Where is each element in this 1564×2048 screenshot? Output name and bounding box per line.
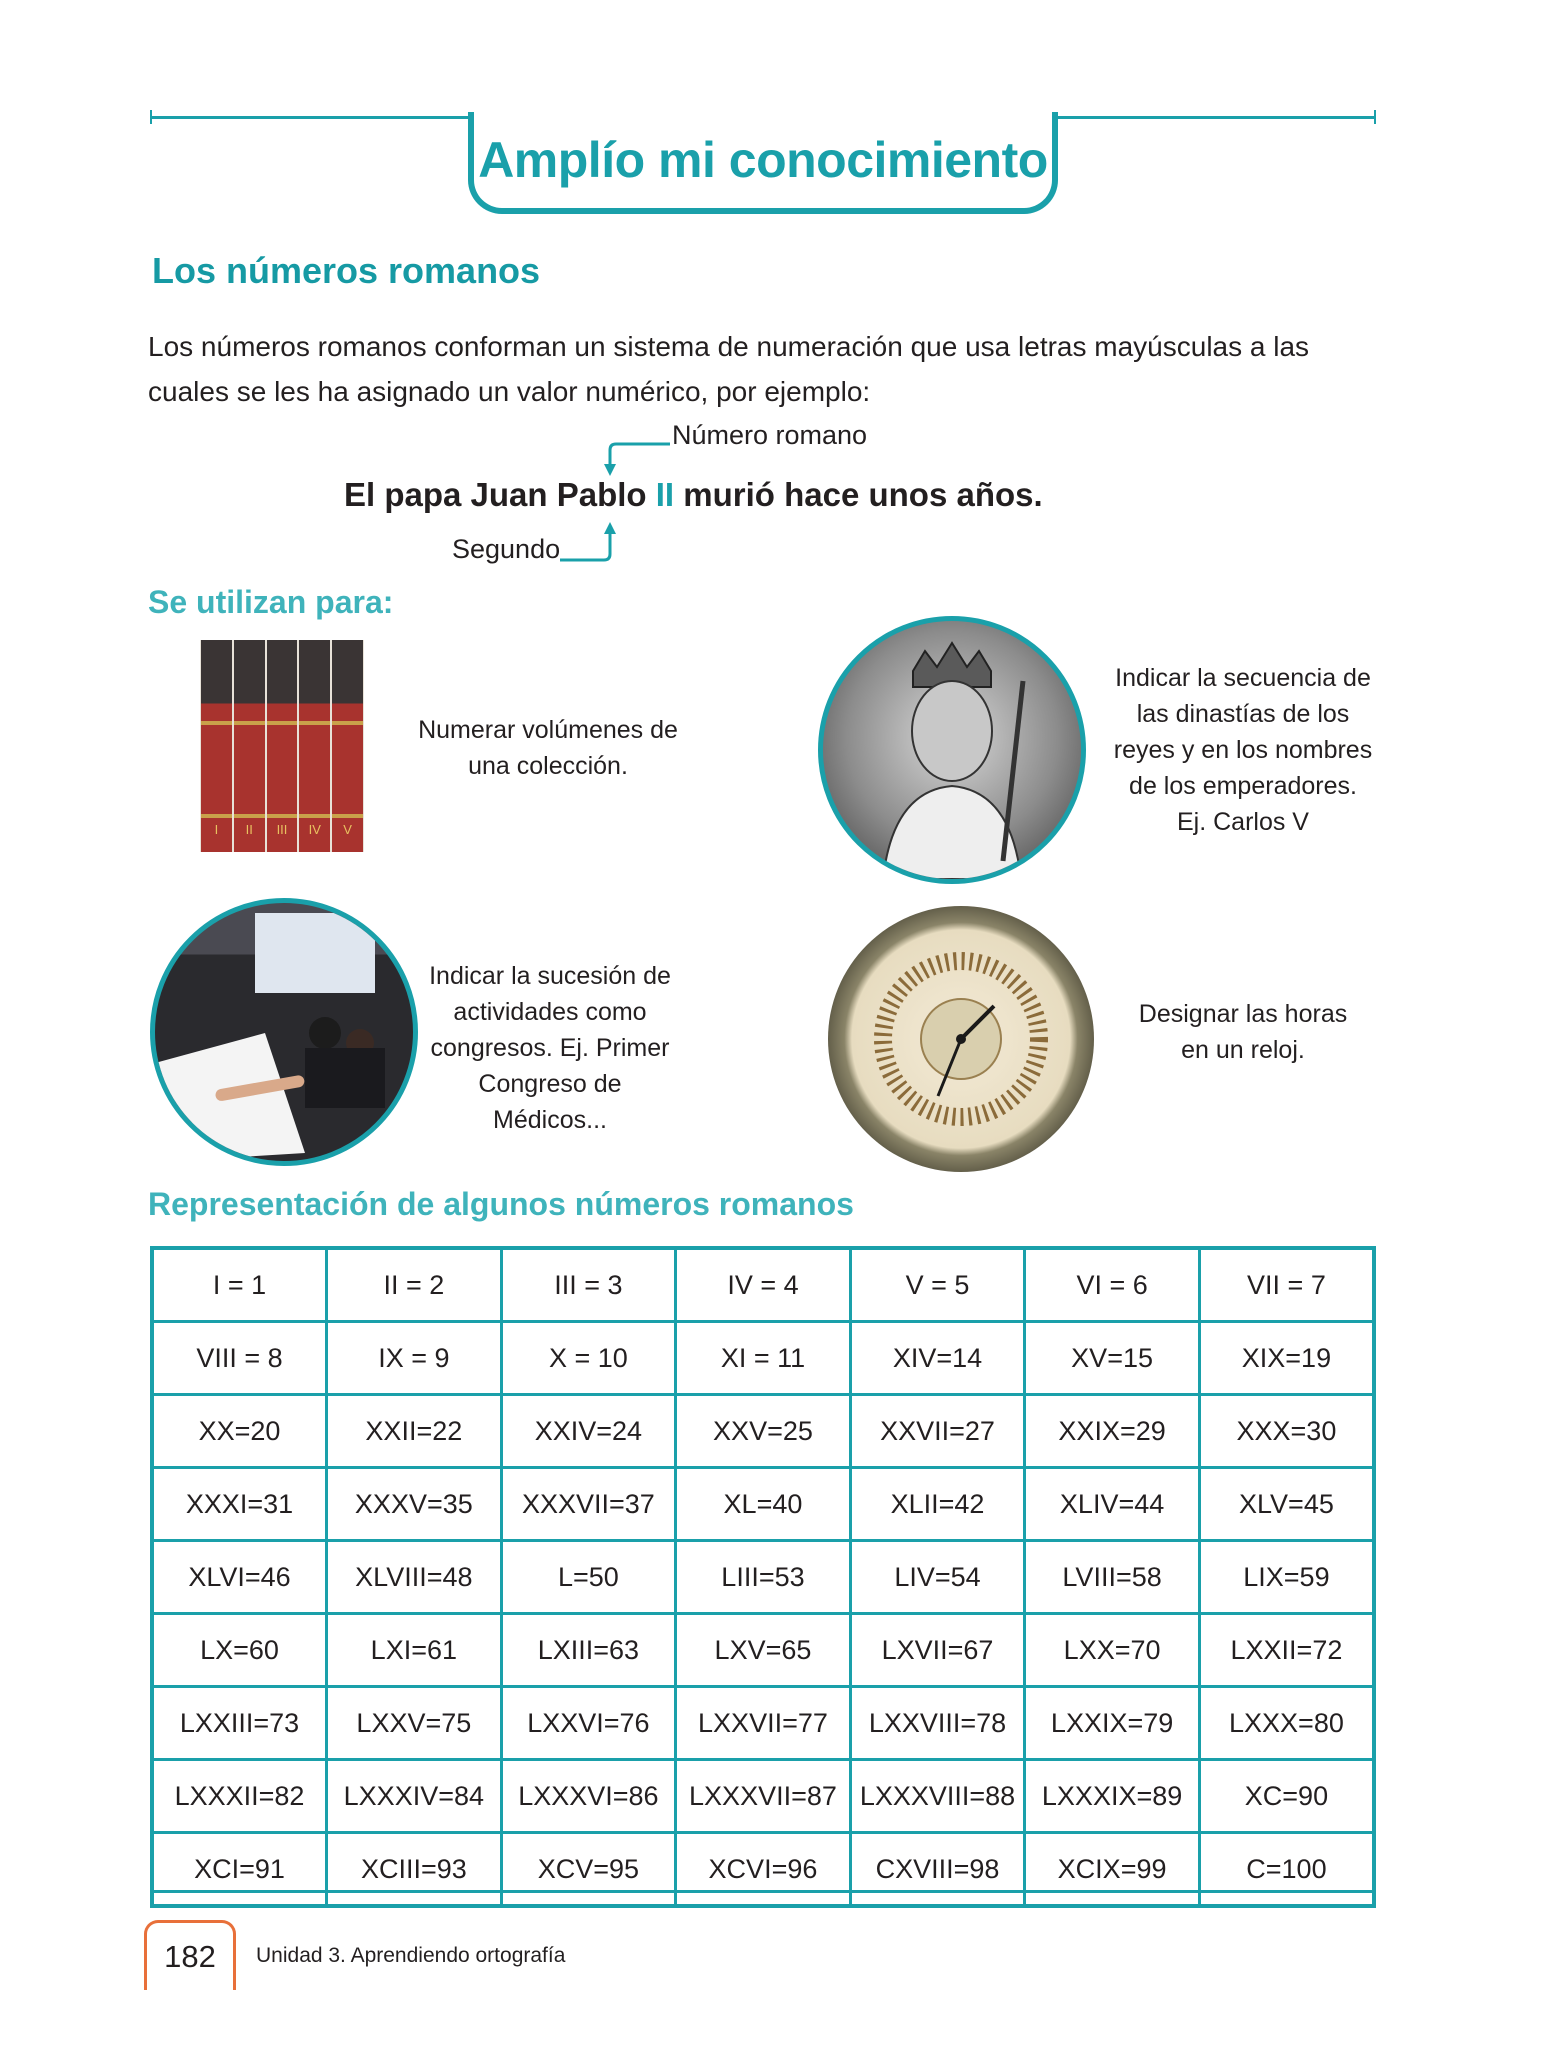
table-cell: XXXV=35 <box>327 1468 502 1541</box>
table-cell: CXVIII=98 <box>850 1833 1025 1907</box>
books-image <box>200 640 364 852</box>
book-spine <box>332 640 363 852</box>
book-spine-numeral: V <box>343 822 352 838</box>
table-cell: XLV=45 <box>1199 1468 1374 1541</box>
book-spine <box>299 640 330 852</box>
table-cell: XCIII=93 <box>327 1833 502 1907</box>
table-cell: XXV=25 <box>676 1395 851 1468</box>
table-cell: LXXVI=76 <box>501 1687 676 1760</box>
example-roman-numeral: II <box>655 476 675 513</box>
king-image <box>818 616 1086 884</box>
table-cell: XXIV=24 <box>501 1395 676 1468</box>
table-cell: LXXX=80 <box>1199 1687 1374 1760</box>
table-cell: LIX=59 <box>1199 1541 1374 1614</box>
table-title: Representación de algunos números romanos <box>148 1186 854 1222</box>
table-cell: VII = 7 <box>1199 1248 1374 1322</box>
use-text-volumes: Numerar volúmenes de una colección. <box>418 716 678 780</box>
table-cell: XLII=42 <box>850 1468 1025 1541</box>
table-cell: LXXXVII=87 <box>676 1760 851 1833</box>
book-spine <box>234 640 265 852</box>
table-cell: XXVII=27 <box>850 1395 1025 1468</box>
example-text-after: murió hace unos años. <box>674 476 1043 513</box>
table-cell: LXXIII=73 <box>152 1687 327 1760</box>
table-cell: XXXI=31 <box>152 1468 327 1541</box>
table-cell: LIII=53 <box>676 1541 851 1614</box>
use-text-dynasties-example: Ej. Carlos V <box>1177 808 1309 836</box>
use-text-clock: Designar las horas en un reloj. <box>1138 1000 1348 1064</box>
conference-image <box>150 898 418 1166</box>
table-cell: LXX=70 <box>1025 1614 1200 1687</box>
table-cell: LXV=65 <box>676 1614 851 1687</box>
table-cell: LXXXVIII=88 <box>850 1760 1025 1833</box>
use-text-dynasties <box>1108 660 1378 840</box>
footer-unit-title: Unidad 3. Aprendiendo ortografía <box>256 1944 566 1967</box>
table-cell: XI = 11 <box>676 1322 851 1395</box>
top-divider-left-cap <box>150 110 152 124</box>
table-cell: I = 1 <box>152 1248 327 1322</box>
page-number-tab <box>144 1920 236 1990</box>
table-cell: XIX=19 <box>1199 1322 1374 1395</box>
section-title: Los números romanos <box>152 250 541 291</box>
table-cell: XCIX=99 <box>1025 1833 1200 1907</box>
table-row <box>152 1760 1374 1833</box>
use-text-dynasties-main: Indicar la secuencia de las dinastías de los reyes y en los nombres de los emperadores. <box>1113 664 1373 800</box>
table-row <box>152 1322 1374 1395</box>
table-cell: LXXII=72 <box>1199 1614 1374 1687</box>
top-divider-right-cap <box>1374 110 1376 124</box>
bottom-divider-left-cap <box>150 1884 152 1898</box>
table-row <box>152 1833 1374 1907</box>
table-cell: LXXV=75 <box>327 1687 502 1760</box>
table-cell: XXIX=29 <box>1025 1395 1200 1468</box>
table-row <box>152 1614 1374 1687</box>
label-segundo: Segundo <box>452 534 561 564</box>
table-cell: XXII=22 <box>327 1395 502 1468</box>
example-sentence <box>344 476 1043 514</box>
roman-numerals-table <box>150 1246 1376 1908</box>
table-cell: LXXXIX=89 <box>1025 1760 1200 1833</box>
table-row <box>152 1541 1374 1614</box>
king-illustration <box>823 621 1081 879</box>
table-cell: C=100 <box>1199 1833 1374 1907</box>
bottom-divider-right-cap <box>1374 1884 1376 1898</box>
conference-illustration <box>155 903 413 1161</box>
table-cell: XV=15 <box>1025 1322 1200 1395</box>
table-cell: XIV=14 <box>850 1322 1025 1395</box>
bottom-divider <box>150 1890 1376 1893</box>
table-cell: IV = 4 <box>676 1248 851 1322</box>
table-cell: LIV=54 <box>850 1541 1025 1614</box>
table-cell: VI = 6 <box>1025 1248 1200 1322</box>
table-row <box>152 1468 1374 1541</box>
use-text-congresses: Indicar la sucesión de actividades como congresos. Ej. Primer Congreso de Médicos... <box>429 962 671 1134</box>
intro-paragraph: Los números romanos conforman un sistema de numeración que usa letras mayúsculas a las cuales se les ha asignado un valor numérico, por ejemplo: <box>148 331 1310 407</box>
header-title-box <box>468 112 1058 214</box>
example-text-before: El papa Juan Pablo <box>344 476 656 513</box>
table-cell: XXX=30 <box>1199 1395 1374 1468</box>
table-cell: XL=40 <box>676 1468 851 1541</box>
table-cell: XCVI=96 <box>676 1833 851 1907</box>
table-cell: X = 10 <box>501 1322 676 1395</box>
table-cell: LXXXII=82 <box>152 1760 327 1833</box>
book-spine-numeral: II <box>245 822 253 838</box>
table-cell: LXXXVI=86 <box>501 1760 676 1833</box>
book-spine <box>267 640 298 852</box>
table-cell: LX=60 <box>152 1614 327 1687</box>
table-cell: LXXIX=79 <box>1025 1687 1200 1760</box>
label-numero-romano: Número romano <box>672 420 868 450</box>
table-cell: LXI=61 <box>327 1614 502 1687</box>
table-cell: LXIII=63 <box>501 1614 676 1687</box>
table-cell: XLVIII=48 <box>327 1541 502 1614</box>
table-cell: L=50 <box>501 1541 676 1614</box>
page-number: 182 <box>164 1938 216 1974</box>
table-row <box>152 1248 1374 1322</box>
clock-illustration <box>828 906 1094 1172</box>
table-cell: V = 5 <box>850 1248 1025 1322</box>
table-cell: IX = 9 <box>327 1322 502 1395</box>
clock-image <box>828 906 1094 1172</box>
table-cell: XLVI=46 <box>152 1541 327 1614</box>
table-cell: LXXVII=77 <box>676 1687 851 1760</box>
table-row <box>152 1687 1374 1760</box>
table-cell: VIII = 8 <box>152 1322 327 1395</box>
table-cell: XC=90 <box>1199 1760 1374 1833</box>
book-spine-numeral: I <box>214 822 219 838</box>
table-cell: LXXVIII=78 <box>850 1687 1025 1760</box>
table-cell: III = 3 <box>501 1248 676 1322</box>
table-cell: XCV=95 <box>501 1833 676 1907</box>
uses-title: Se utilizan para: <box>148 584 394 620</box>
table-cell: LXXXIV=84 <box>327 1760 502 1833</box>
book-spine-numeral: IV <box>308 822 321 838</box>
table-cell: XX=20 <box>152 1395 327 1468</box>
page-title: Amplío mi conocimiento <box>478 132 1048 188</box>
table-cell: XLIV=44 <box>1025 1468 1200 1541</box>
table-cell: XXXVII=37 <box>501 1468 676 1541</box>
table-cell: LXVII=67 <box>850 1614 1025 1687</box>
table-row <box>152 1395 1374 1468</box>
table-cell: XCI=91 <box>152 1833 327 1907</box>
table-cell: II = 2 <box>327 1248 502 1322</box>
book-spine <box>201 640 232 852</box>
book-spine-numeral: III <box>276 822 288 838</box>
table-cell: LVIII=58 <box>1025 1541 1200 1614</box>
